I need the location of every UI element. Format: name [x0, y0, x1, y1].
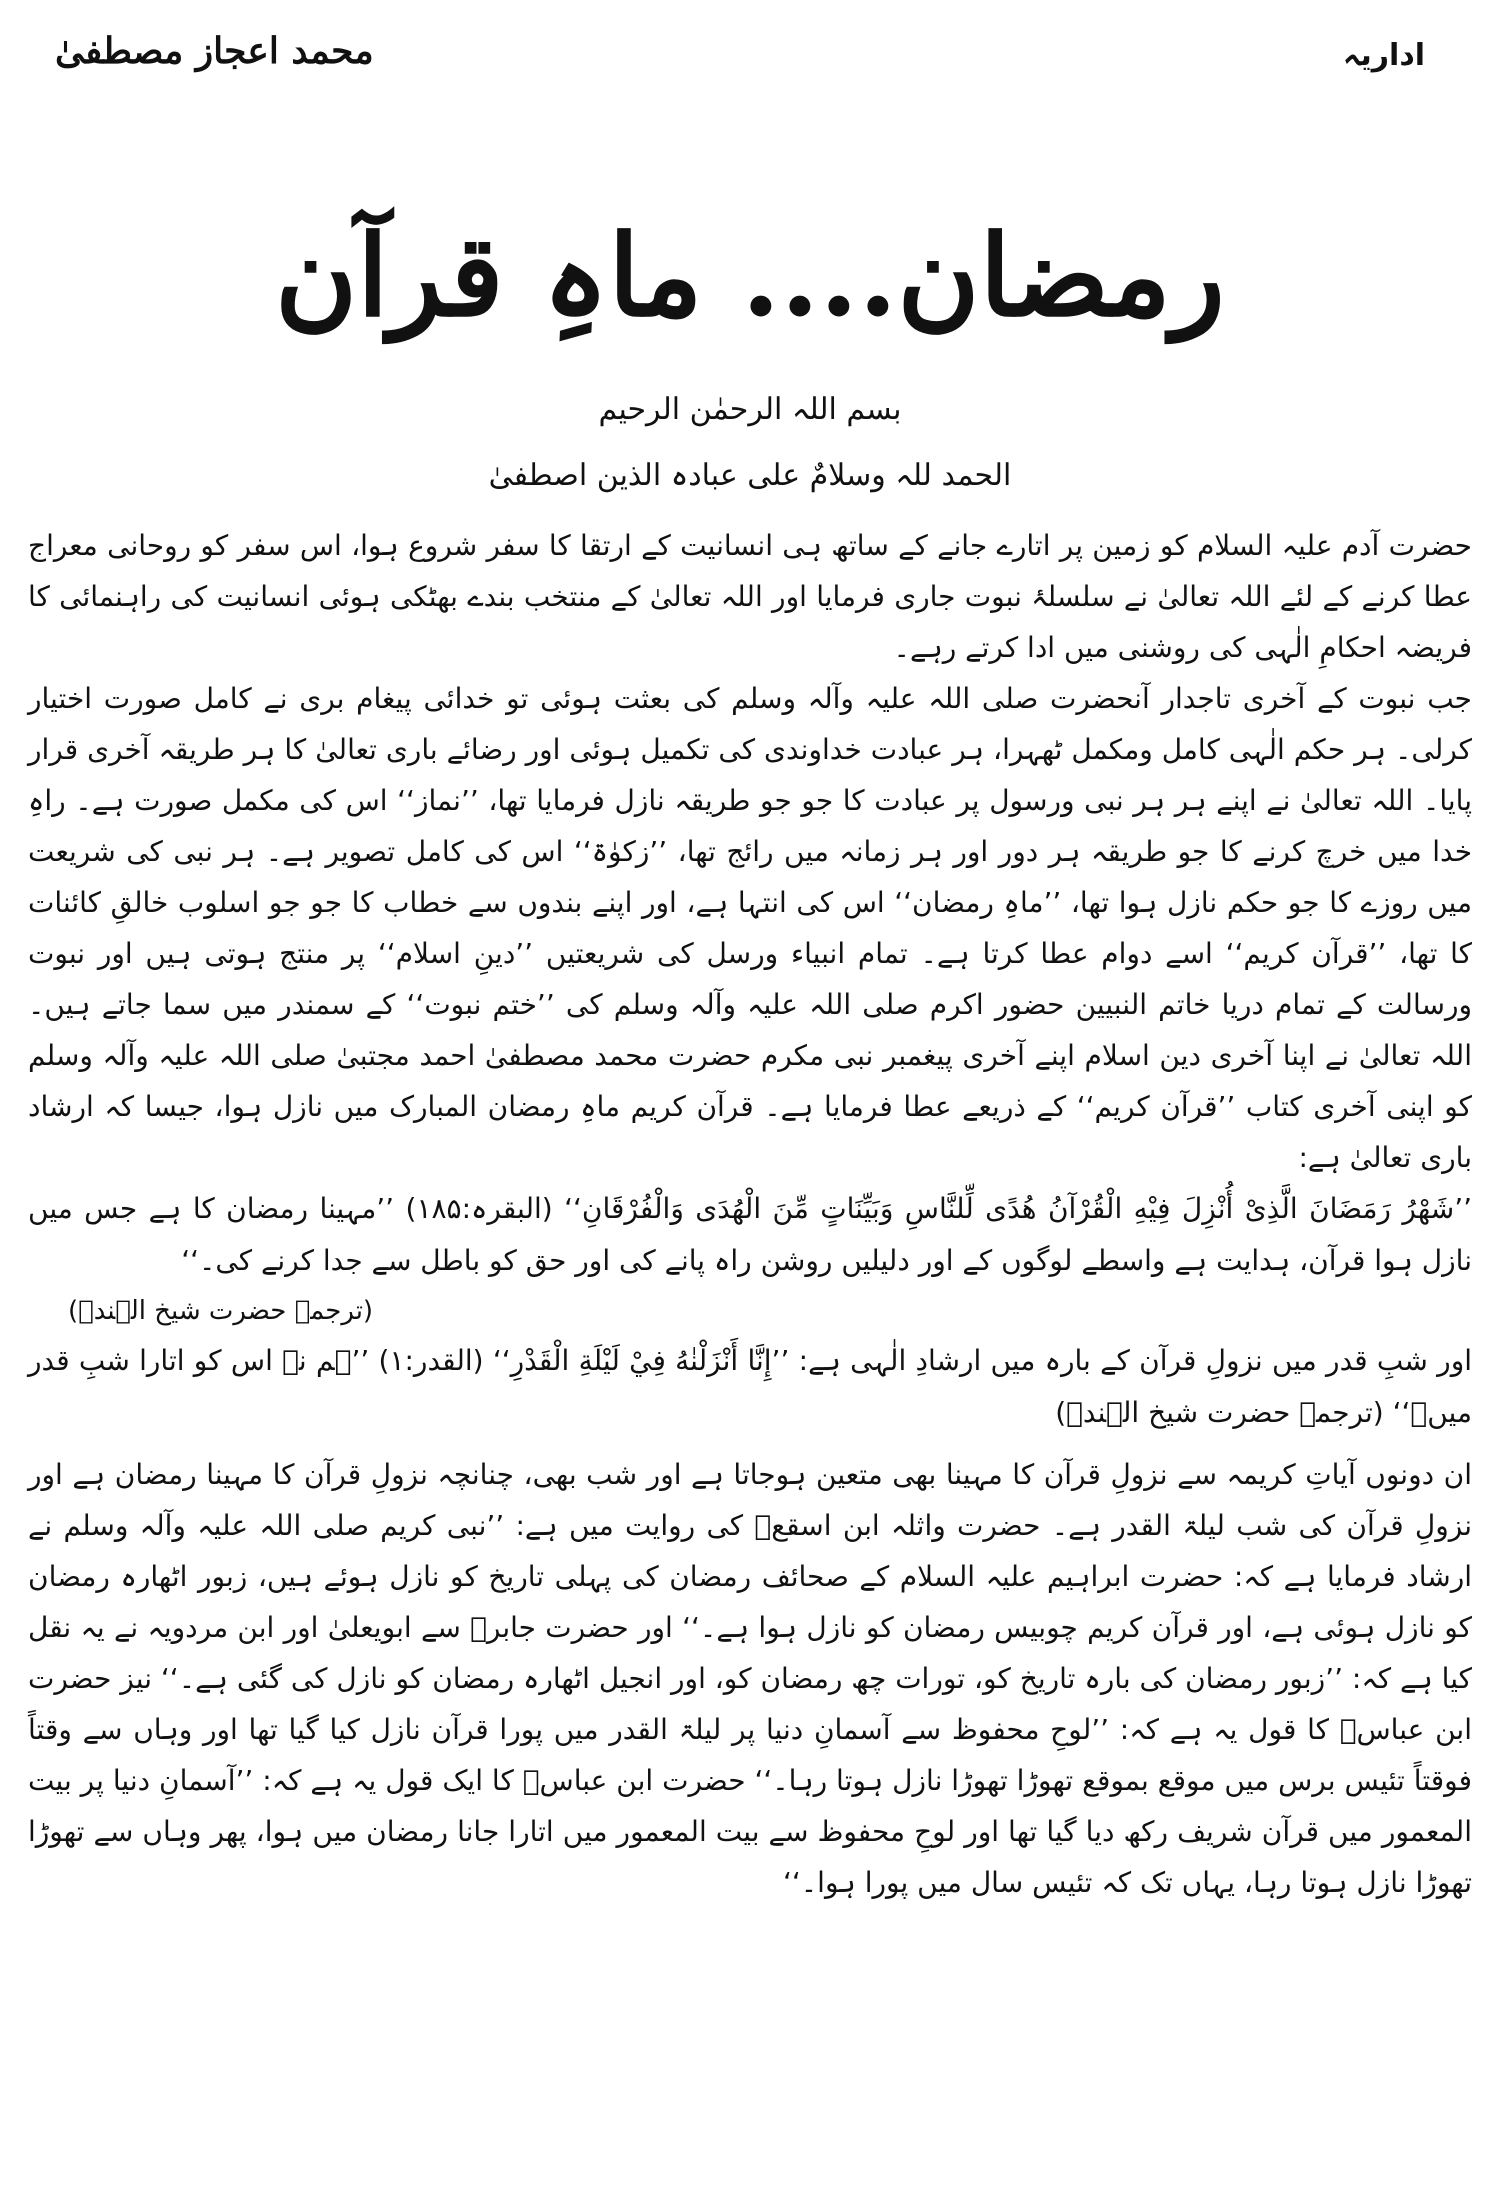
section-label: اداریہ — [1342, 38, 1425, 73]
article-title: رمضان.... ماہِ قرآن — [275, 211, 1225, 342]
paragraph-3: ان دونوں آیاتِ کریمہ سے نزولِ قرآن کا مہینا بھی متعین ہوجاتا ہے اور شب بھی، چنانچہ نزولِ قرآن کا مہینا رمضان ہے اور نزولِ قرآن کی شب لیلۃ القدر ہے۔ حضرت واثلہ ابن اسقعؓ کی روایت میں ہے: ’’نبی کریم صلی اللہ علیہ وآلہ وسلم نے ارشاد فرمایا ہے کہ: حضرت ابراہیم علیہ السلام کے صحائف رمضان کی پہلی تاریخ کو نازل ہوئے ہیں، زبور اٹھارہ رمضان کو نازل ہوئی ہے، اور قرآن کریم چوبیس رمضان کو نازل ہوا ہے۔‘‘ اور حضرت جابرؓ سے ابویعلیٰ اور ابن مردویہ نے یہ نقل کیا ہے کہ: ’’زبور رمضان کی بارہ تاریخ کو، تورات چھ رمضان کو، اور انجیل اٹھارہ رمضان کو نازل کی گئی ہے۔‘‘ نیز حضرت ابن عباسؓ کا قول یہ ہے کہ: ’’لوحِ محفوظ سے آسمانِ دنیا پر لیلۃ القدر میں پورا قرآن نازل کیا گیا تھا اور وہاں سے وقتاً فوقتاً تئیس برس میں موقع بموقع تھوڑا تھوڑا نازل ہوتا رہا۔‘‘ حضرت ابن عباسؓ کا ایک قول یہ ہے کہ: ’’آسمانِ دنیا پر بیت المعمور میں قرآن شریف رکھ دیا گیا تھا اور لوحِ محفوظ سے بیت المعمور میں اتارا جانا رمضان میں ہوا، پھر وہاں سے تھوڑا تھوڑا نازل ہوتا رہا، یہاں تک کہ تئیس سال میں پورا ہوا۔‘‘ — [28, 1458, 1472, 1899]
quran-quote-qadr: اور شبِ قدر میں نزولِ قرآن کے بارہ میں ارشادِ الٰہی ہے: ’’إِنَّا أَنْزَلْنٰهُ فِيْ لَيْلَةِ الْقَدْرِ‘‘ (القدر:۱) ’’ہم نے اس کو اتارا شبِ قدر میں۔‘‘ (ترجمہ حضرت شیخ الہندؒ) — [28, 1344, 1472, 1429]
hamd-line: الحمد للہ وسلامٌ علی عبادہ الذین اصطفیٰ — [488, 458, 1012, 493]
translation-reference: (ترجمہ حضرت شیخ الہندؒ) — [68, 1296, 374, 1326]
author-name: محمد اعجاز مصطفیٰ — [55, 30, 374, 72]
quran-quote-baqarah: ’’شَهْرُ رَمَضَانَ الَّذِیْ أُنْزِلَ فِيْهِ الْقُرْآنُ هُدًى لِّلنَّاسِ وَبَيِّنَاتٍ مِّنَ الْهُدَى وَالْفُرْقَانِ‘‘ (البقرہ:۱۸۵) ’’مہینا رمضان کا ہے جس میں نازل ہوا قرآن، ہدایت ہے واسطے لوگوں کے اور دلیلیں روشن راہ پانے کی اور حق کو باطل سے جدا کرنے کی۔‘‘ — [28, 1192, 1472, 1277]
basmala: بسم اللہ الرحمٰن الرحیم — [598, 392, 902, 427]
paragraph-1: حضرت آدم علیہ السلام کو زمین پر اتارے جانے کے ساتھ ہی انسانیت کے ارتقا کا سفر شروع ہوا، اس سفر کو روحانی معراج عطا کرنے کے لئے اللہ تعالیٰ نے سلسلۂ نبوت جاری فرمایا اور اللہ تعالیٰ کے منتخب بندے بھٹکی ہوئی انسانیت کی راہنمائی کا فریضہ احکامِ الٰہی کی روشنی میں ادا کرتے رہے۔ — [28, 529, 1473, 664]
article-body — [28, 520, 1472, 1908]
paragraph-2: جب نبوت کے آخری تاجدار آنحضرت صلی اللہ علیہ وآلہ وسلم کی بعثت ہوئی تو خدائی پیغام بری نے کامل صورت اختیار کرلی۔ ہر حکم الٰہی کامل ومکمل ٹھہرا، ہر عبادت خداوندی کی تکمیل ہوئی اور رضائے باری تعالیٰ کا ہر طریقہ آخری قرار پایا۔ اللہ تعالیٰ نے اپنے ہر ہر نبی ورسول پر عبادت کا جو جو طریقہ نازل فرمایا تھا، ’’نماز‘‘ اس کی مکمل صورت ہے۔ راہِ خدا میں خرچ کرنے کا جو طریقہ ہر دور اور ہر زمانہ میں رائج تھا، ’’زکوٰۃ‘‘ اس کی کامل تصویر ہے۔ ہر نبی کی شریعت میں روزے کا جو حکم نازل ہوا تھا، ’’ماہِ رمضان‘‘ اس کی انتہا ہے، اور اپنے بندوں سے خطاب کا جو جو اسلوب خالقِ کائنات کا تھا، ’’قرآن کریم‘‘ اسے دوام عطا کرتا ہے۔ تمام انبیاء ورسل کی شریعتیں ’’دینِ اسلام‘‘ پر منتج ہوتی ہیں اور نبوت ورسالت کے تمام دریا خاتم النبیین حضور اکرم صلی اللہ علیہ وآلہ وسلم کی ’’ختم نبوت‘‘ کے سمندر میں سما جاتے ہیں۔ اللہ تعالیٰ نے اپنا آخری دین اسلام اپنے آخری پیغمبر نبی مکرم حضرت محمد مصطفیٰ احمد مجتبیٰ صلی اللہ علیہ وآلہ وسلم کو اپنی آخری کتاب ’’قرآن کریم‘‘ کے ذریعے عطا فرمایا ہے۔ قرآن کریم ماہِ رمضان المبارک میں نازل ہوا، جیسا کہ ارشاد باری تعالیٰ ہے: — [28, 682, 1472, 1174]
